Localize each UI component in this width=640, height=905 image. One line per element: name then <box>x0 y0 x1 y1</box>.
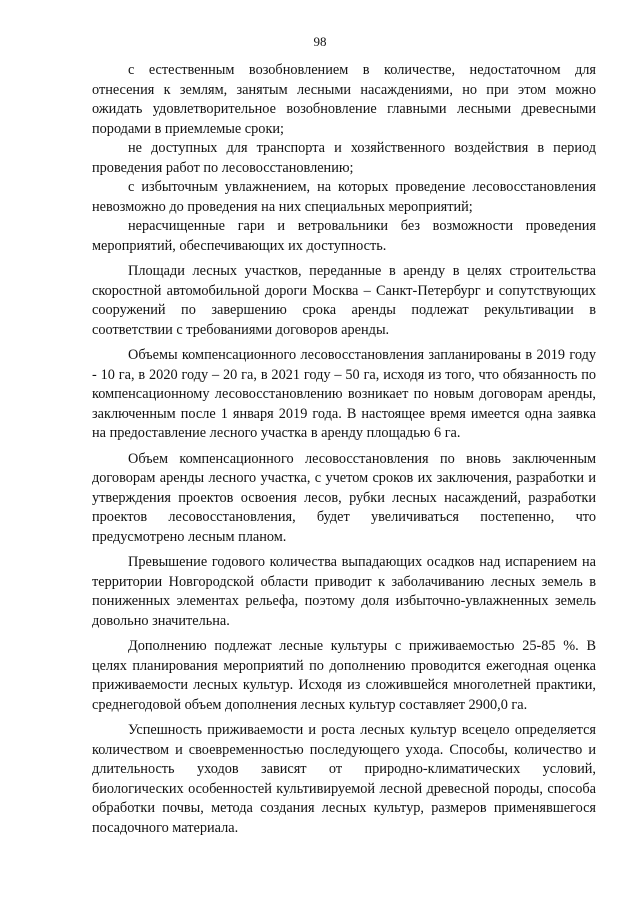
paragraph-survival-success: Успешность приживаемости и роста лесных культур всецело определяется количеством и своевременностью последующего ухода. Способы, количество и длительность уходов зависят от природно-климатических условий, биологических особенностей культивируемой лесной древесной породы, способа обработки почвы, метода создания лесных культур, размеров применявшегося посадочного материала. <box>92 722 596 836</box>
paragraph-natural-regeneration: с естественным возобновлением в количестве, недостаточном для отнесения к землям, занятым лесными насаждениями, но при этом можно ожидать удовлетворительное возобновление главными лесными древесными породами в приемлемые сроки; <box>92 62 596 137</box>
paragraph-compensation-growth: Объем компенсационного лесовосстановления по вновь заключенным договорам аренды лесного участка, с учетом сроков их заключения, разработки и утверждения проектов освоения лесов, рубки лесных насаждений, разработки проектов лесовосстановления, будет увеличиваться постепенно, что предусмотрено лесным планом. <box>92 450 596 545</box>
paragraph-supplementation: Дополнению подлежат лесные культуры с приживаемостью 25-85 %. В целях планирования мероприятий по дополнению проводится ежегодная оценка приживаемости лесных культур. Исходя из сложившейся многолетней практики, среднегодовой объем дополнения лесных культур составляет 2900,0 га. <box>92 638 596 713</box>
paragraph-compensation-volumes: Объемы компенсационного лесовосстановления запланированы в 2019 году - 10 га, в 2020 году – 20 га, в 2021 году – 50 га, исходя из того, что обязанность по компенсационному лесовосстановлению возникает по новым договорам аренды, заключенным после 1 января 2019 года. В настоящее время имеется одна заявка на предоставление лесного участка в аренду площадью 6 га. <box>92 347 596 441</box>
paragraph-precipitation: Превышение годового количества выпадающих осадков над испарением на территории Новгородской области приводит к заболачиванию лесных земель в пониженных элементах рельефа, поэтому доля избыточно-увлажненных земель довольно значительна. <box>92 554 596 629</box>
paragraph-leased-areas: Площади лесных участков, переданные в аренду в целях строительства скоростной автомобильной дороги Москва – Санкт-Петербург и сопутствующих сооружений по завершению срока аренды подлежат рекультивации в соответствии с требованиями договоров аренды. <box>92 263 596 338</box>
page-number: 98 <box>313 34 327 49</box>
paragraph-excess-moisture: с избыточным увлажнением, на которых проведение лесовосстановления невозможно до проведения на них специальных мероприятий; <box>92 179 596 215</box>
paragraph-burnt-areas: нерасчищенные гари и ветровальники без возможности проведения мероприятий, обеспечивающих их доступность. <box>92 218 596 254</box>
document-body <box>92 61 596 844</box>
paragraph-inaccessible-areas: не доступных для транспорта и хозяйственного воздействия в период проведения работ по лесовосстановлению; <box>92 140 596 176</box>
